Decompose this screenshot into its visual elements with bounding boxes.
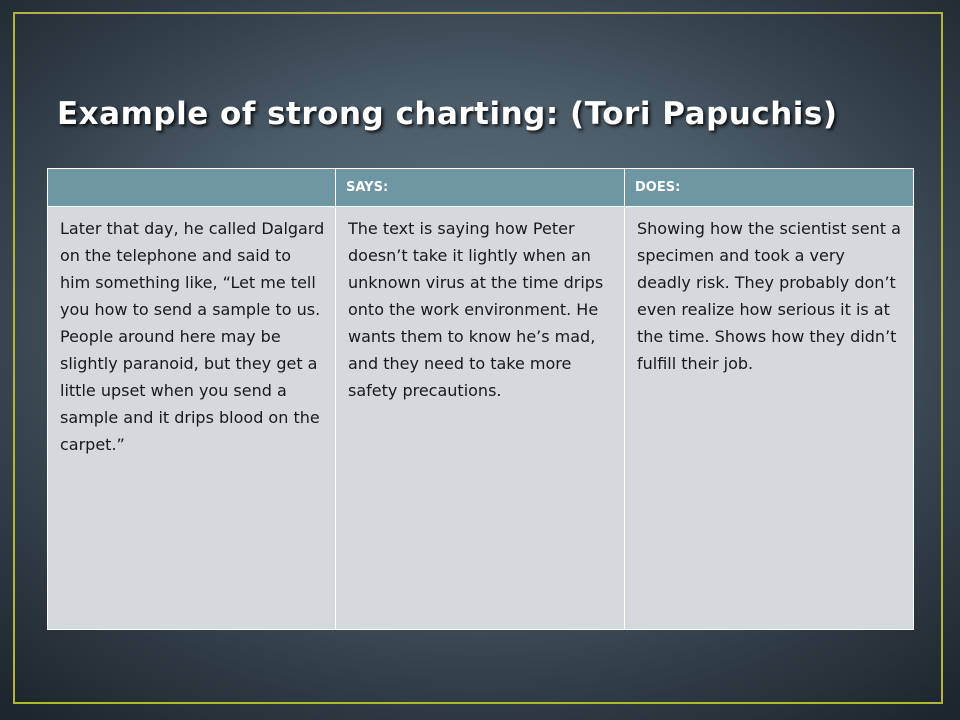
charting-table — [47, 168, 914, 630]
charting-table-container — [47, 168, 913, 630]
header-does: DOES: — [625, 169, 914, 207]
slide-title: Example of strong charting: (Tori Papuchis) — [57, 96, 838, 132]
table-header-row — [48, 169, 914, 207]
cell-does: Showing how the scientist sent a specimen and took a very deadly risk. They probably don’t even realize how serious it is at the time. Shows how they didn’t fulfill their job. — [625, 207, 914, 630]
header-quote — [48, 169, 336, 207]
header-says: SAYS: — [336, 169, 625, 207]
table-row — [48, 207, 914, 630]
cell-quote: Later that day, he called Dalgard on the telephone and said to him something like, “Let me tell you how to send a sample to us. People around here may be slightly paranoid, but they get a little upset when you send a sample and it drips blood on the carpet.” — [48, 207, 336, 630]
cell-says: The text is saying how Peter doesn’t take it lightly when an unknown virus at the time drips onto the work environment. He wants them to know he’s mad, and they need to take more safety precautions. — [336, 207, 625, 630]
